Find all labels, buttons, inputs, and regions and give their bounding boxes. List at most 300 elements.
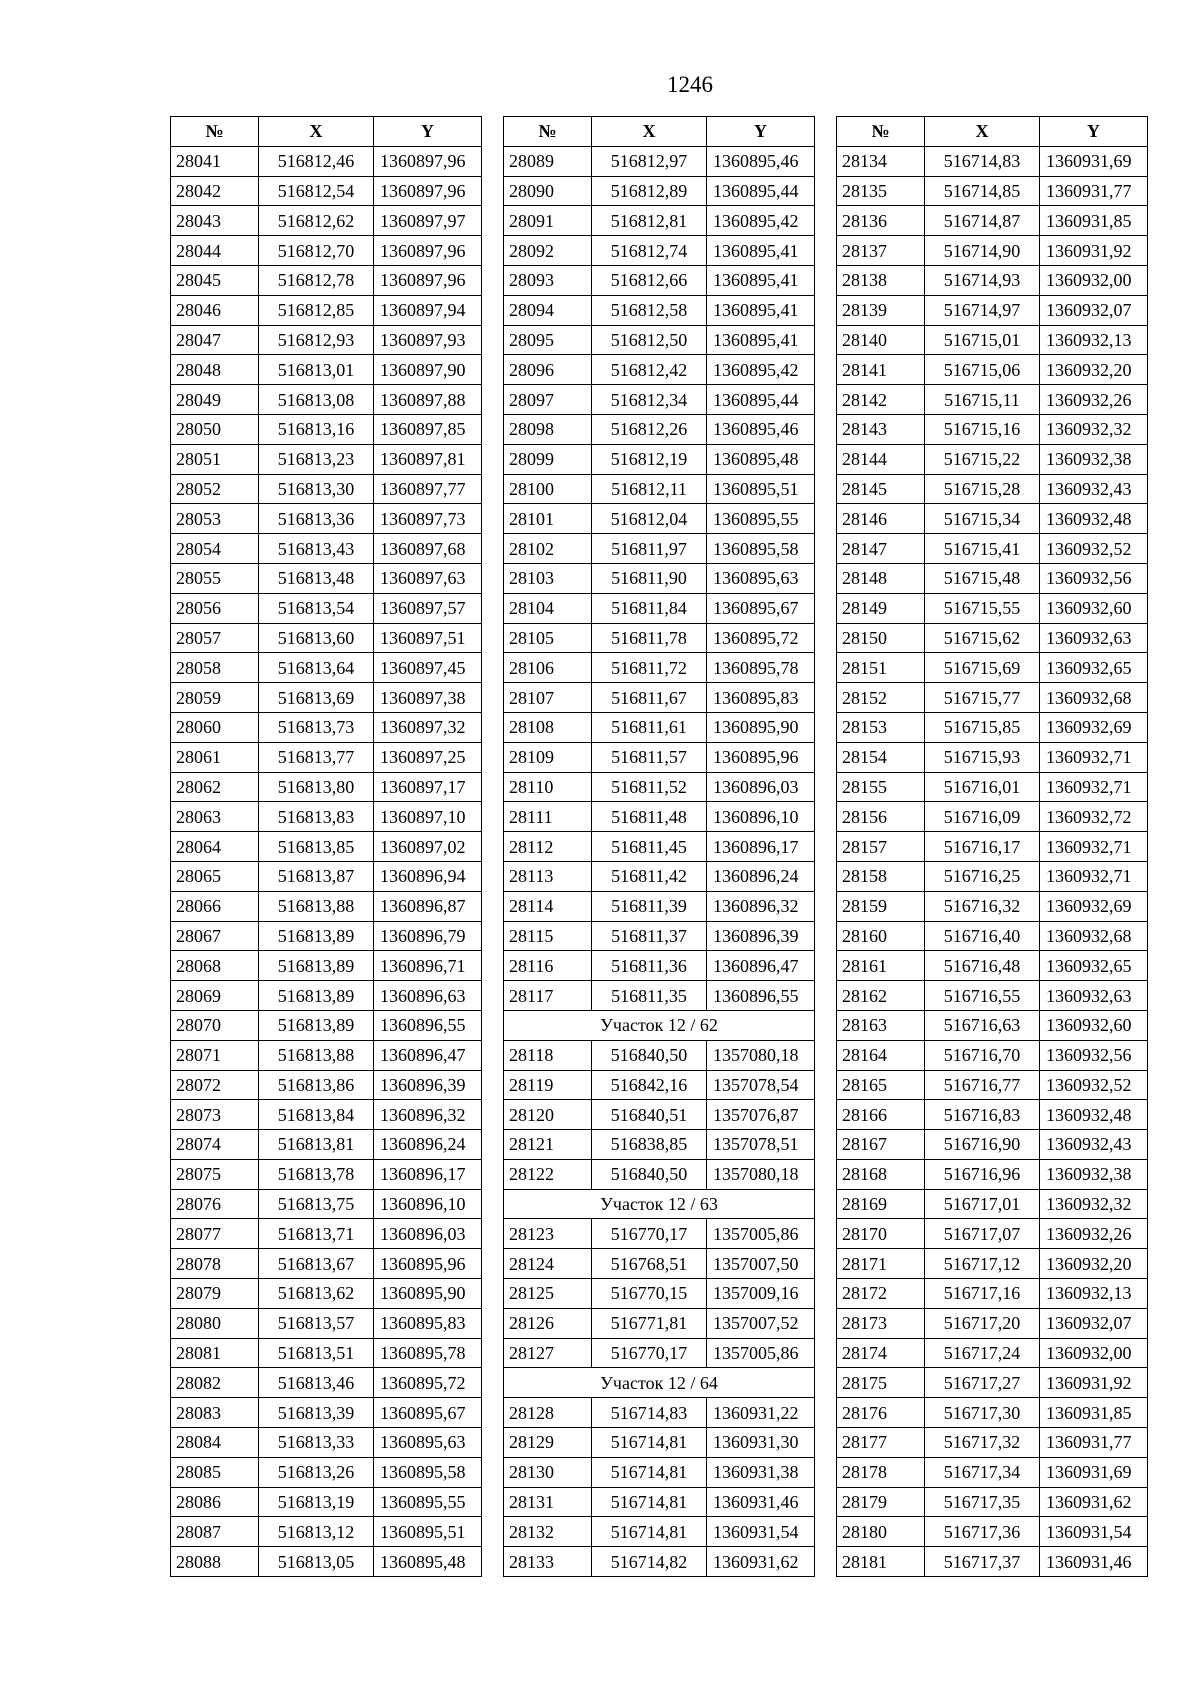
table-row [171,265,482,295]
table-row [504,951,815,981]
table-row [837,623,1148,653]
x-coordinate-cell: 516813,30 [259,474,374,504]
table-row [837,1100,1148,1130]
table-row [837,563,1148,593]
y-coordinate-cell: 1360932,68 [1040,683,1148,713]
point-number-cell: 28137 [837,236,925,266]
table-row [837,206,1148,236]
point-number-cell: 28161 [837,951,925,981]
y-coordinate-cell: 1360932,69 [1040,891,1148,921]
table-row [837,236,1148,266]
x-coordinate-cell: 516714,81 [592,1517,707,1547]
x-coordinate-cell: 516813,48 [259,563,374,593]
y-coordinate-cell: 1360896,24 [374,1130,482,1160]
section-row [504,1368,815,1398]
x-coordinate-cell: 516813,89 [259,951,374,981]
y-coordinate-cell: 1360895,90 [374,1279,482,1309]
y-coordinate-cell: 1360932,20 [1040,1249,1148,1279]
y-coordinate-cell: 1360932,38 [1040,1159,1148,1189]
point-number-cell: 28067 [171,921,259,951]
point-number-cell: 28078 [171,1249,259,1279]
point-number-cell: 28142 [837,385,925,415]
point-number-cell: 28121 [504,1130,592,1160]
table-row [837,265,1148,295]
y-coordinate-cell: 1360895,72 [707,623,815,653]
x-coordinate-cell: 516813,87 [259,861,374,891]
y-coordinate-cell: 1360895,44 [707,385,815,415]
x-coordinate-cell: 516813,81 [259,1130,374,1160]
table-row [504,1457,815,1487]
y-coordinate-cell: 1360897,51 [374,623,482,653]
table-row [171,295,482,325]
y-coordinate-cell: 1360895,51 [374,1517,482,1547]
point-number-cell: 28106 [504,653,592,683]
y-coordinate-cell: 1360895,78 [374,1338,482,1368]
x-coordinate-cell: 516812,89 [592,176,707,206]
y-coordinate-cell: 1360932,71 [1040,832,1148,862]
x-coordinate-cell: 516813,71 [259,1219,374,1249]
x-coordinate-cell: 516813,67 [259,1249,374,1279]
point-number-cell: 28125 [504,1279,592,1309]
y-coordinate-cell: 1360896,55 [374,1010,482,1040]
table-row [504,474,815,504]
point-number-cell: 28151 [837,653,925,683]
point-number-cell: 28149 [837,593,925,623]
y-coordinate-cell: 1357009,16 [707,1279,815,1309]
point-number-cell: 28081 [171,1338,259,1368]
x-coordinate-cell: 516716,63 [925,1010,1040,1040]
table-row [171,683,482,713]
y-coordinate-cell: 1360896,17 [707,832,815,862]
x-coordinate-cell: 516813,84 [259,1100,374,1130]
y-coordinate-cell: 1360897,96 [374,176,482,206]
table-row [504,593,815,623]
point-number-cell: 28045 [171,265,259,295]
y-coordinate-cell: 1360895,63 [707,563,815,593]
x-coordinate-cell: 516715,41 [925,534,1040,564]
x-coordinate-cell: 516715,16 [925,414,1040,444]
x-coordinate-cell: 516811,97 [592,534,707,564]
y-coordinate-cell: 1360897,73 [374,504,482,534]
y-coordinate-cell: 1360932,07 [1040,1308,1148,1338]
table-row [171,444,482,474]
x-coordinate-cell: 516813,78 [259,1159,374,1189]
y-coordinate-cell: 1360931,77 [1040,1428,1148,1458]
table-row [171,1368,482,1398]
point-number-cell: 28065 [171,861,259,891]
point-number-cell: 28163 [837,1010,925,1040]
table-row [171,325,482,355]
point-number-cell: 28166 [837,1100,925,1130]
point-number-cell: 28083 [171,1398,259,1428]
x-coordinate-cell: 516717,37 [925,1547,1040,1577]
x-coordinate-cell: 516812,19 [592,444,707,474]
x-coordinate-cell: 516717,20 [925,1308,1040,1338]
table-row [837,1338,1148,1368]
table-row [837,951,1148,981]
point-number-cell: 28114 [504,891,592,921]
table-row [171,1010,482,1040]
y-coordinate-cell: 1360897,81 [374,444,482,474]
x-coordinate-cell: 516770,17 [592,1219,707,1249]
table-row [171,176,482,206]
x-coordinate-cell: 516714,81 [592,1457,707,1487]
x-coordinate-cell: 516811,78 [592,623,707,653]
x-coordinate-cell: 516813,16 [259,414,374,444]
table-row [504,176,815,206]
x-coordinate-cell: 516717,36 [925,1517,1040,1547]
section-label: Участок 12 / 64 [504,1368,815,1398]
y-coordinate-cell: 1360897,02 [374,832,482,862]
table-row [504,1159,815,1189]
table-row [504,1040,815,1070]
x-coordinate-cell: 516811,57 [592,742,707,772]
point-number-cell: 28153 [837,712,925,742]
y-coordinate-cell: 1360931,38 [707,1457,815,1487]
x-coordinate-cell: 516811,67 [592,683,707,713]
point-number-cell: 28172 [837,1279,925,1309]
x-coordinate-cell: 516715,06 [925,355,1040,385]
table-row [504,444,815,474]
point-number-cell: 28058 [171,653,259,683]
table-row [837,1279,1148,1309]
x-coordinate-cell: 516813,80 [259,772,374,802]
x-coordinate-cell: 516717,07 [925,1219,1040,1249]
x-coordinate-cell: 516717,24 [925,1338,1040,1368]
table-row [837,921,1148,951]
x-coordinate-cell: 516717,32 [925,1428,1040,1458]
point-number-cell: 28073 [171,1100,259,1130]
y-coordinate-cell: 1360895,67 [374,1398,482,1428]
y-coordinate-cell: 1360932,56 [1040,1040,1148,1070]
x-coordinate-cell: 516717,27 [925,1368,1040,1398]
y-coordinate-cell: 1360932,71 [1040,742,1148,772]
x-coordinate-cell: 516717,01 [925,1189,1040,1219]
point-number-cell: 28134 [837,146,925,176]
x-coordinate-cell: 516813,60 [259,623,374,653]
x-coordinate-cell: 516716,55 [925,981,1040,1011]
table-row [171,951,482,981]
y-coordinate-cell: 1360895,48 [374,1547,482,1577]
x-coordinate-cell: 516838,85 [592,1130,707,1160]
x-coordinate-cell: 516715,69 [925,653,1040,683]
table-row [837,593,1148,623]
table-row [504,683,815,713]
point-number-cell: 28107 [504,683,592,713]
x-coordinate-cell: 516770,17 [592,1338,707,1368]
x-coordinate-cell: 516813,33 [259,1428,374,1458]
table-row [504,861,815,891]
point-number-cell: 28102 [504,534,592,564]
table-row [171,772,482,802]
point-number-cell: 28051 [171,444,259,474]
x-coordinate-cell: 516715,28 [925,474,1040,504]
table-row [504,265,815,295]
point-number-cell: 28116 [504,951,592,981]
x-coordinate-cell: 516714,97 [925,295,1040,325]
y-coordinate-cell: 1360895,58 [707,534,815,564]
x-coordinate-cell: 516813,86 [259,1070,374,1100]
x-coordinate-cell: 516717,35 [925,1487,1040,1517]
x-coordinate-cell: 516811,90 [592,563,707,593]
table-row [171,1338,482,1368]
table-row [504,1338,815,1368]
y-coordinate-cell: 1360897,68 [374,534,482,564]
point-number-cell: 28087 [171,1517,259,1547]
y-coordinate-cell: 1360895,96 [707,742,815,772]
point-number-cell: 28117 [504,981,592,1011]
x-coordinate-cell: 516714,87 [925,206,1040,236]
y-coordinate-cell: 1360895,41 [707,265,815,295]
point-number-cell: 28043 [171,206,259,236]
table-row [504,891,815,921]
y-coordinate-cell: 1360932,68 [1040,921,1148,951]
point-number-cell: 28170 [837,1219,925,1249]
x-coordinate-cell: 516842,16 [592,1070,707,1100]
table-row [171,385,482,415]
x-coordinate-cell: 516813,77 [259,742,374,772]
y-coordinate-cell: 1360896,71 [374,951,482,981]
y-coordinate-cell: 1360896,24 [707,861,815,891]
x-coordinate-cell: 516813,19 [259,1487,374,1517]
point-number-cell: 28124 [504,1249,592,1279]
y-coordinate-cell: 1360932,26 [1040,385,1148,415]
y-coordinate-cell: 1360896,87 [374,891,482,921]
table-row [171,1159,482,1189]
x-coordinate-cell: 516812,50 [592,325,707,355]
point-number-cell: 28173 [837,1308,925,1338]
y-coordinate-cell: 1360895,46 [707,146,815,176]
point-number-cell: 28084 [171,1428,259,1458]
y-coordinate-cell: 1360897,97 [374,206,482,236]
table-row [837,1547,1148,1577]
table-row [837,981,1148,1011]
coordinate-table [170,116,482,1577]
point-number-cell: 28071 [171,1040,259,1070]
x-coordinate-cell: 516716,48 [925,951,1040,981]
y-coordinate-cell: 1360897,45 [374,653,482,683]
y-coordinate-cell: 1360932,07 [1040,295,1148,325]
y-coordinate-cell: 1360896,94 [374,861,482,891]
header-x: X [259,117,374,147]
table-row [171,861,482,891]
point-number-cell: 28094 [504,295,592,325]
point-number-cell: 28109 [504,742,592,772]
point-number-cell: 28169 [837,1189,925,1219]
table-row [837,295,1148,325]
x-coordinate-cell: 516813,89 [259,921,374,951]
y-coordinate-cell: 1360931,92 [1040,1368,1148,1398]
y-coordinate-cell: 1360897,90 [374,355,482,385]
table-row [504,921,815,951]
x-coordinate-cell: 516716,96 [925,1159,1040,1189]
x-coordinate-cell: 516812,34 [592,385,707,415]
point-number-cell: 28095 [504,325,592,355]
x-coordinate-cell: 516811,42 [592,861,707,891]
x-coordinate-cell: 516811,48 [592,802,707,832]
point-number-cell: 28082 [171,1368,259,1398]
y-coordinate-cell: 1360932,00 [1040,265,1148,295]
point-number-cell: 28133 [504,1547,592,1577]
table-row [171,563,482,593]
x-coordinate-cell: 516771,81 [592,1308,707,1338]
x-coordinate-cell: 516813,51 [259,1338,374,1368]
x-coordinate-cell: 516812,70 [259,236,374,266]
point-number-cell: 28155 [837,772,925,802]
y-coordinate-cell: 1360896,03 [707,772,815,802]
table-row [837,861,1148,891]
point-number-cell: 28054 [171,534,259,564]
table-row [837,1159,1148,1189]
table-row [504,981,815,1011]
y-coordinate-cell: 1360896,55 [707,981,815,1011]
table-row [504,623,815,653]
x-coordinate-cell: 516715,93 [925,742,1040,772]
x-coordinate-cell: 516715,77 [925,683,1040,713]
y-coordinate-cell: 1360932,32 [1040,414,1148,444]
point-number-cell: 28154 [837,742,925,772]
table-row [171,593,482,623]
header-number: № [504,117,592,147]
x-coordinate-cell: 516715,85 [925,712,1040,742]
point-number-cell: 28110 [504,772,592,802]
point-number-cell: 28136 [837,206,925,236]
table-row [837,891,1148,921]
y-coordinate-cell: 1360896,10 [707,802,815,832]
table-row [171,1398,482,1428]
point-number-cell: 28063 [171,802,259,832]
table-row [504,742,815,772]
y-coordinate-cell: 1360932,60 [1040,593,1148,623]
point-number-cell: 28098 [504,414,592,444]
x-coordinate-cell: 516813,62 [259,1279,374,1309]
x-coordinate-cell: 516813,89 [259,981,374,1011]
x-coordinate-cell: 516840,51 [592,1100,707,1130]
y-coordinate-cell: 1360897,17 [374,772,482,802]
y-coordinate-cell: 1360895,41 [707,325,815,355]
point-number-cell: 28147 [837,534,925,564]
table-row [837,176,1148,206]
point-number-cell: 28053 [171,504,259,534]
x-coordinate-cell: 516813,54 [259,593,374,623]
point-number-cell: 28056 [171,593,259,623]
x-coordinate-cell: 516716,40 [925,921,1040,951]
table-row [504,1249,815,1279]
y-coordinate-cell: 1360932,43 [1040,474,1148,504]
point-number-cell: 28113 [504,861,592,891]
section-label: Участок 12 / 62 [504,1010,815,1040]
y-coordinate-cell: 1360897,85 [374,414,482,444]
y-coordinate-cell: 1360897,77 [374,474,482,504]
point-number-cell: 28165 [837,1070,925,1100]
y-coordinate-cell: 1360897,57 [374,593,482,623]
point-number-cell: 28160 [837,921,925,951]
x-coordinate-cell: 516715,11 [925,385,1040,415]
y-coordinate-cell: 1360896,47 [374,1040,482,1070]
table-row [504,295,815,325]
x-coordinate-cell: 516813,57 [259,1308,374,1338]
table-row [171,1517,482,1547]
table-row [504,1308,815,1338]
table-row [837,355,1148,385]
x-coordinate-cell: 516716,77 [925,1070,1040,1100]
table-row [837,504,1148,534]
x-coordinate-cell: 516716,09 [925,802,1040,832]
point-number-cell: 28115 [504,921,592,951]
y-coordinate-cell: 1360932,48 [1040,1100,1148,1130]
y-coordinate-cell: 1360896,32 [374,1100,482,1130]
point-number-cell: 28122 [504,1159,592,1189]
point-number-cell: 28156 [837,802,925,832]
point-number-cell: 28167 [837,1130,925,1160]
table-row [837,772,1148,802]
point-number-cell: 28146 [837,504,925,534]
y-coordinate-cell: 1360897,96 [374,146,482,176]
point-number-cell: 28059 [171,683,259,713]
y-coordinate-cell: 1360895,72 [374,1368,482,1398]
point-number-cell: 28157 [837,832,925,862]
point-number-cell: 28089 [504,146,592,176]
table-row [171,1547,482,1577]
x-coordinate-cell: 516811,35 [592,981,707,1011]
table-row [837,712,1148,742]
y-coordinate-cell: 1360896,32 [707,891,815,921]
table-row [504,1547,815,1577]
point-number-cell: 28103 [504,563,592,593]
y-coordinate-cell: 1360895,42 [707,206,815,236]
x-coordinate-cell: 516812,04 [592,504,707,534]
x-coordinate-cell: 516811,36 [592,951,707,981]
x-coordinate-cell: 516812,81 [592,206,707,236]
table-row [837,1487,1148,1517]
x-coordinate-cell: 516715,22 [925,444,1040,474]
point-number-cell: 28088 [171,1547,259,1577]
y-coordinate-cell: 1357076,87 [707,1100,815,1130]
y-coordinate-cell: 1360896,47 [707,951,815,981]
x-coordinate-cell: 516813,46 [259,1368,374,1398]
y-coordinate-cell: 1360896,39 [374,1070,482,1100]
x-coordinate-cell: 516812,58 [592,295,707,325]
table-row [171,623,482,653]
table-row [504,1219,815,1249]
y-coordinate-cell: 1360932,43 [1040,1130,1148,1160]
y-coordinate-cell: 1360932,65 [1040,653,1148,683]
header-y: Y [707,117,815,147]
table-header-row [504,117,815,147]
x-coordinate-cell: 516770,15 [592,1279,707,1309]
x-coordinate-cell: 516716,70 [925,1040,1040,1070]
y-coordinate-cell: 1357078,54 [707,1070,815,1100]
table-row [837,1130,1148,1160]
point-number-cell: 28072 [171,1070,259,1100]
point-number-cell: 28175 [837,1368,925,1398]
header-y: Y [1040,117,1148,147]
y-coordinate-cell: 1360896,39 [707,921,815,951]
y-coordinate-cell: 1360931,92 [1040,236,1148,266]
point-number-cell: 28168 [837,1159,925,1189]
y-coordinate-cell: 1360897,32 [374,712,482,742]
x-coordinate-cell: 516811,52 [592,772,707,802]
table-row [504,1398,815,1428]
y-coordinate-cell: 1360932,13 [1040,1279,1148,1309]
point-number-cell: 28042 [171,176,259,206]
table-row [504,236,815,266]
y-coordinate-cell: 1360895,63 [374,1428,482,1458]
table-row [171,474,482,504]
y-coordinate-cell: 1360932,13 [1040,325,1148,355]
point-number-cell: 28060 [171,712,259,742]
point-number-cell: 28075 [171,1159,259,1189]
